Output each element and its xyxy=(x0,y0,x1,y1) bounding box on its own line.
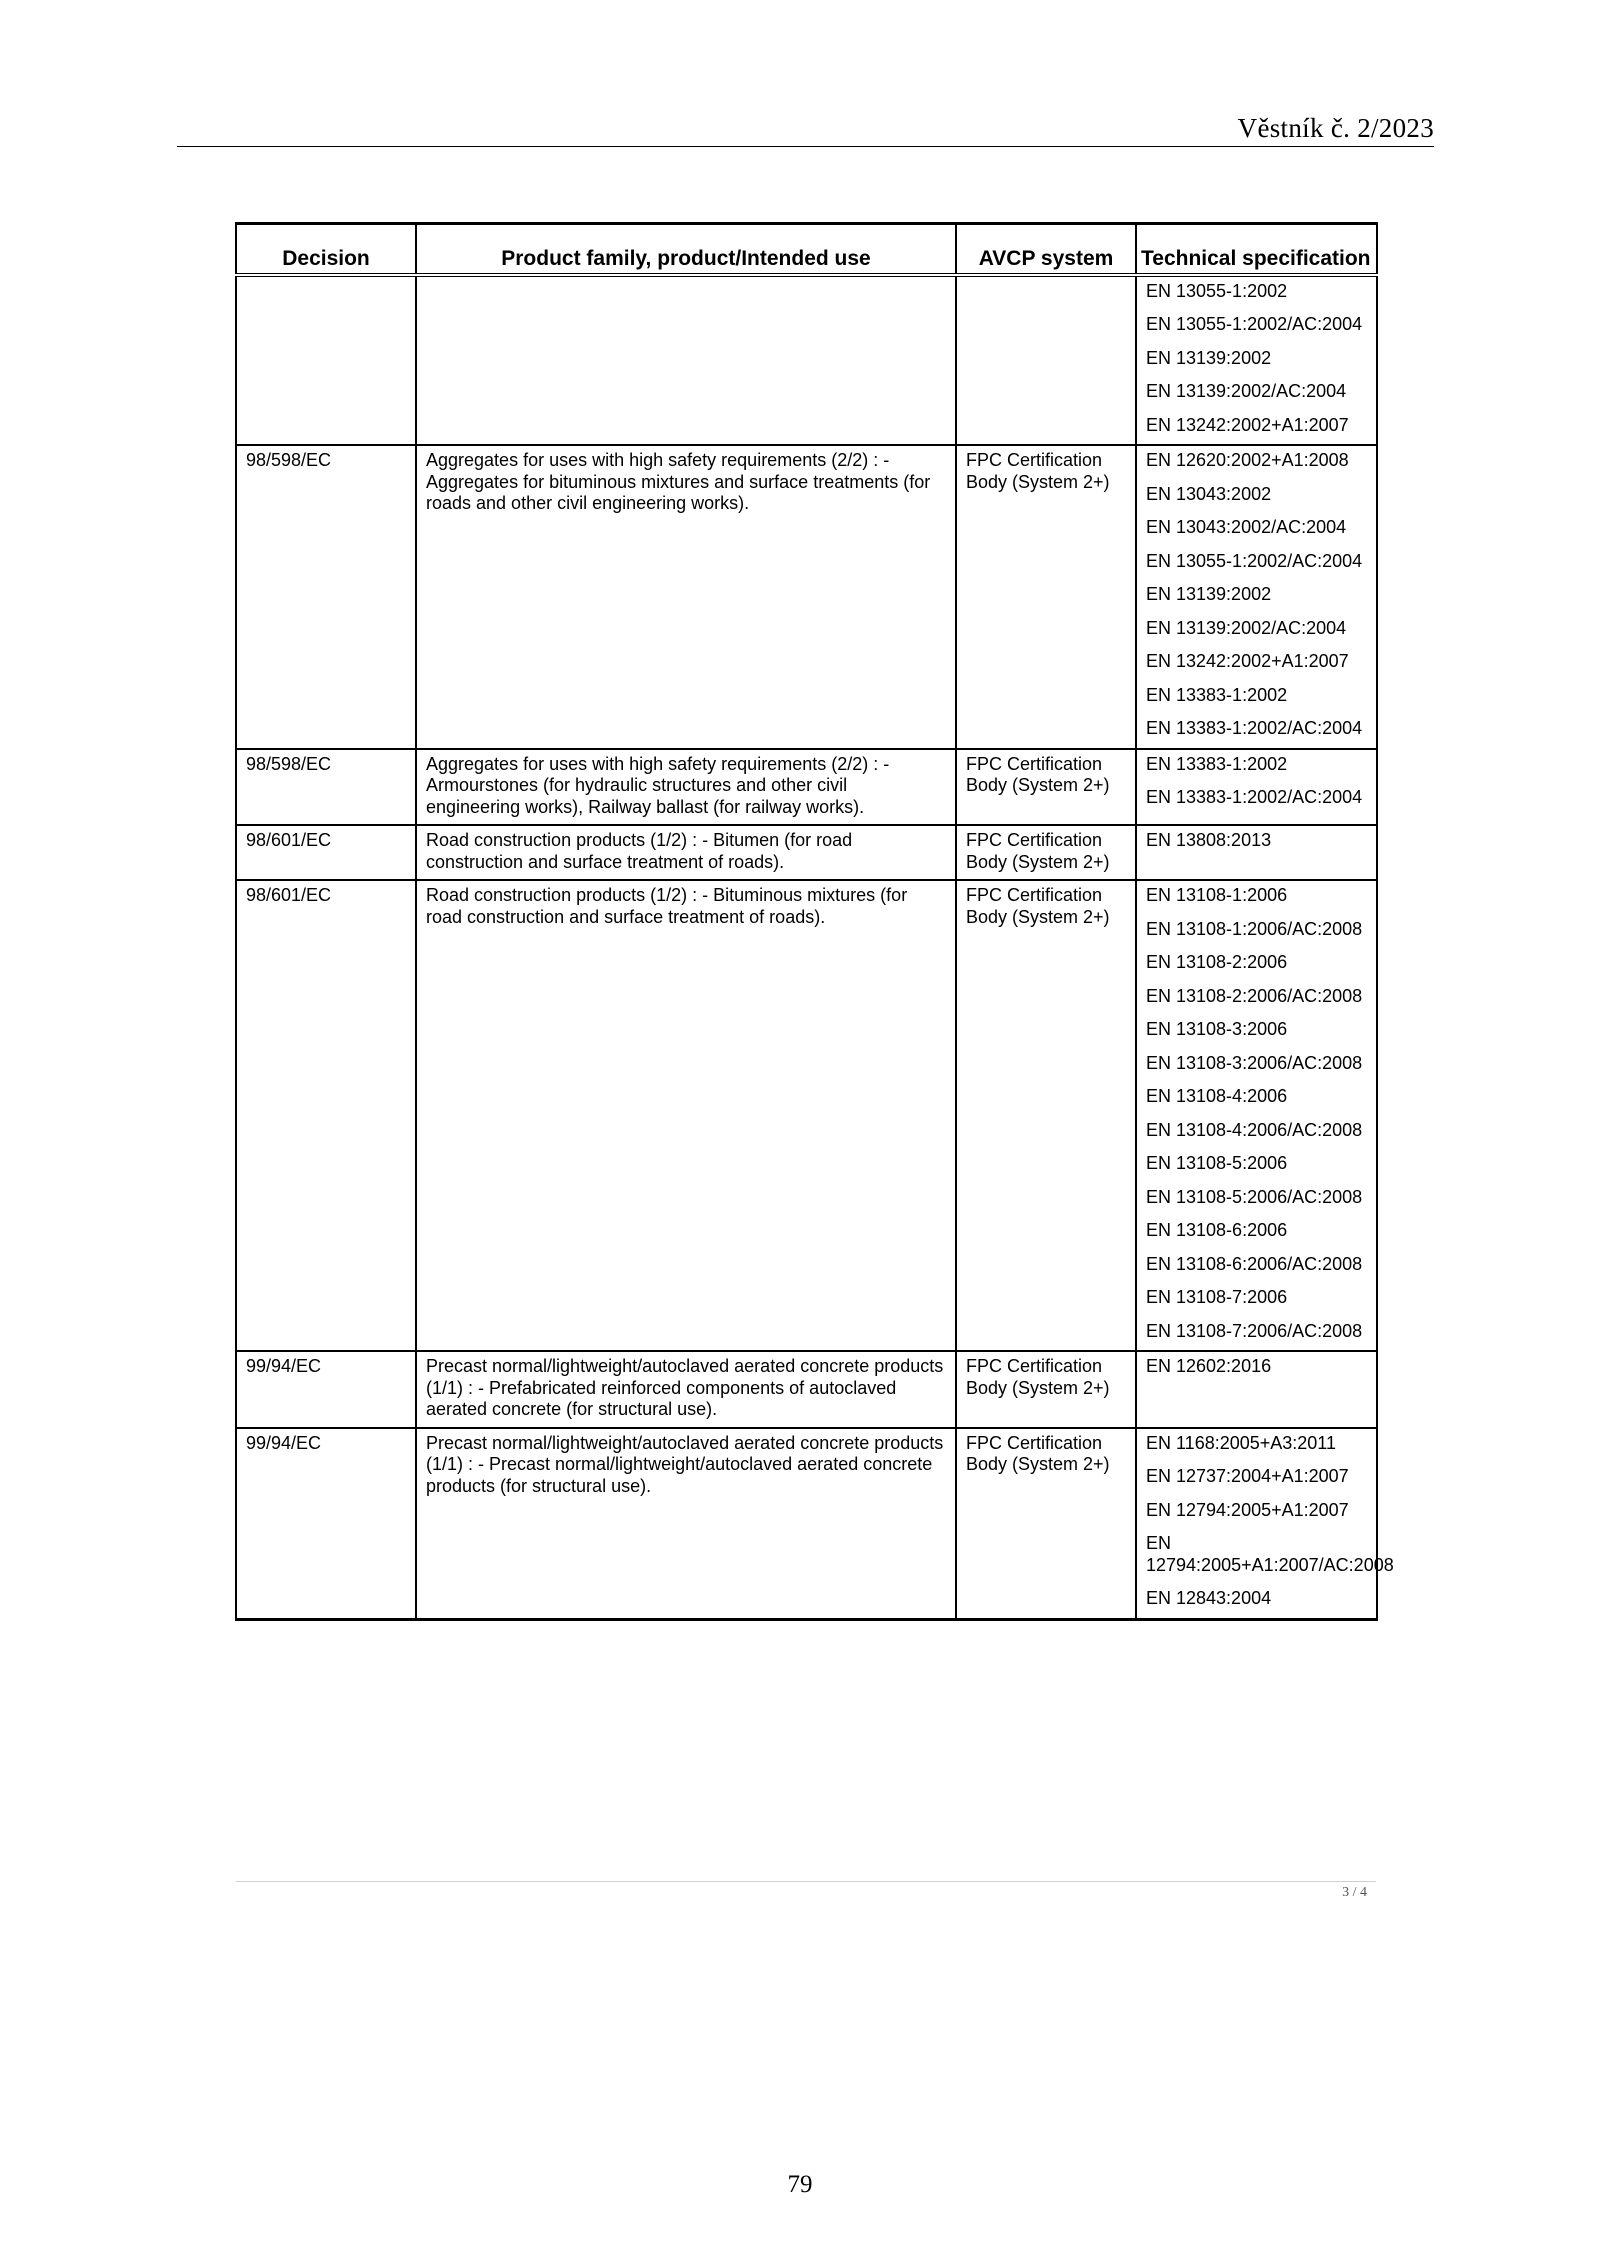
decision-cell-text: 99/94/EC xyxy=(246,1432,322,1453)
avcp-cell xyxy=(956,1428,1136,1620)
specification-item: EN 13108-3:2006 xyxy=(1146,1019,1288,1039)
avcp-cell xyxy=(956,749,1136,826)
specification-item: EN 12602:2016 xyxy=(1146,1356,1272,1376)
specification-item: EN 13139:2002/AC:2004 xyxy=(1146,381,1347,401)
specification-item: EN 13242:2002+A1:2007 xyxy=(1146,414,1349,435)
product-cell-text xyxy=(417,277,955,287)
avcp-cell-text: FPC Certification Body (System 2+) xyxy=(966,753,1110,795)
technical-specification-cell xyxy=(1136,275,1377,446)
specification-item: EN 13108-5:2006/AC:2008 xyxy=(1146,1186,1363,1207)
specification-item: EN 13383-1:2002/AC:2004 xyxy=(1146,787,1363,807)
technical-specification-cell xyxy=(1136,1428,1394,1620)
product-cell-text: Precast normal/lightweight/autoclaved aerated concrete products (1/1) : - Precast normal/lightweight/autoclaved aerated concrete products (for structural use). xyxy=(426,1432,944,1496)
decision-cell-text: 99/94/EC xyxy=(246,1356,322,1376)
specification-item: EN 13139:2002 xyxy=(1146,347,1272,368)
specification-item: EN 12737:2004+A1:2007 xyxy=(1146,1466,1349,1486)
table-row xyxy=(236,445,1377,749)
specification-list xyxy=(1137,446,1376,748)
product-cell xyxy=(416,1351,956,1428)
product-cell-text: Precast normal/lightweight/autoclaved aerated concrete products (1/1) : - Prefabricated reinforced components of autoclaved aerated concrete (for structural use). xyxy=(426,1356,944,1419)
product-cell-text: Aggregates for uses with high safety requirements (2/2) : - Aggregates for bituminous mixtures and surface treatments (for roads and other civil engineering works). xyxy=(426,450,931,513)
specification-item: EN 13808:2013 xyxy=(1146,830,1272,850)
avcp-cell-text: FPC Certification Body (System 2+) xyxy=(966,450,1110,492)
decision-cell-text: 98/601/EC xyxy=(246,885,332,905)
specification-item: EN 12794:2005+A1:2007 xyxy=(1146,1499,1349,1520)
product-cell xyxy=(416,1428,956,1620)
specification-item: EN 13108-7:2006/AC:2008 xyxy=(1146,1320,1363,1341)
product-cell xyxy=(416,445,956,749)
decision-cell xyxy=(236,825,416,880)
table-row xyxy=(236,825,1377,880)
column-header-technical-specification: Technical specification xyxy=(1136,224,1377,275)
decision-cell-text: 98/601/EC xyxy=(246,830,332,850)
specification-item: EN 13108-6:2006 xyxy=(1146,1220,1288,1240)
product-cell-text: Road construction products (1/2) : - Bituminous mixtures (for road construction and surface treatment of roads). xyxy=(426,885,908,927)
specification-item: EN 12843:2004 xyxy=(1146,1588,1272,1608)
footer-divider xyxy=(236,1881,1376,1882)
specification-item: EN 13383-1:2002/AC:2004 xyxy=(1146,718,1363,738)
table-header-row xyxy=(236,224,1377,275)
decision-cell xyxy=(236,880,416,1351)
product-cell-text: Aggregates for uses with high safety requirements (2/2) : - Armourstones (for hydraulic structures and other civil engineering works), Railway ballast (for railway works). xyxy=(426,753,890,817)
avcp-cell-text xyxy=(957,277,1135,287)
product-cell xyxy=(416,880,956,1351)
page-count: 3 / 4 xyxy=(1342,1885,1367,1900)
header-divider xyxy=(177,146,1434,147)
specification-item: EN 13242:2002+A1:2007 xyxy=(1146,651,1349,671)
technical-specification-cell xyxy=(1136,445,1377,749)
specification-list xyxy=(1137,277,1376,445)
technical-specification-cell xyxy=(1136,1351,1377,1428)
decision-cell-text xyxy=(237,277,415,287)
specification-item: EN 1168:2005+A3:2011 xyxy=(1146,1432,1336,1453)
avcp-cell xyxy=(956,825,1136,880)
page-number: 79 xyxy=(787,2171,813,2198)
decision-cell xyxy=(236,1351,416,1428)
product-cell xyxy=(416,825,956,880)
specification-item: EN 13108-3:2006/AC:2008 xyxy=(1146,1052,1363,1073)
avcp-cell xyxy=(956,275,1136,446)
specification-list xyxy=(1137,750,1376,817)
product-cell xyxy=(416,275,956,446)
specification-item: EN 13055-1:2002/AC:2004 xyxy=(1146,550,1363,571)
technical-specification-cell xyxy=(1136,825,1377,880)
page-header-title: Věstník č. 2/2023 xyxy=(1237,113,1434,143)
specification-item: EN 13108-7:2006 xyxy=(1146,1287,1288,1307)
avcp-cell xyxy=(956,880,1136,1351)
column-header-product: Product family, product/Intended use xyxy=(416,224,956,275)
specification-list xyxy=(1137,826,1376,860)
specification-item: EN 13055-1:2002 xyxy=(1146,280,1288,301)
decision-cell xyxy=(236,1428,416,1620)
specification-list xyxy=(1137,1352,1376,1386)
product-cell-text: Road construction products (1/2) : - Bitumen (for road construction and surface treatment of roads). xyxy=(426,830,853,872)
decision-cell-text: 98/598/EC xyxy=(246,450,332,470)
column-header-decision: Decision xyxy=(236,224,416,275)
specification-item: EN 13108-4:2006/AC:2008 xyxy=(1146,1119,1363,1140)
specification-item: EN 13383-1:2002 xyxy=(1146,753,1288,774)
specification-item: EN 13108-5:2006 xyxy=(1146,1153,1288,1173)
table-row xyxy=(236,275,1377,446)
specification-item: EN 13139:2002 xyxy=(1146,584,1272,604)
specification-item: EN 12794:2005+A1:2007/AC:2008 xyxy=(1146,1533,1394,1575)
specification-item: EN 13108-2:2006/AC:2008 xyxy=(1146,985,1363,1006)
specification-item: EN 12620:2002+A1:2008 xyxy=(1146,450,1349,470)
specification-item: EN 13043:2002 xyxy=(1146,483,1272,504)
technical-specification-cell xyxy=(1136,880,1377,1351)
avcp-cell-text: FPC Certification Body (System 2+) xyxy=(966,885,1110,927)
avcp-cell xyxy=(956,445,1136,749)
column-header-avcp: AVCP system xyxy=(956,224,1136,275)
specification-item: EN 13108-2:2006 xyxy=(1146,952,1288,972)
table-row xyxy=(236,880,1377,1351)
specification-item: EN 13108-6:2006/AC:2008 xyxy=(1146,1253,1363,1274)
decision-cell-text: 98/598/EC xyxy=(246,753,332,774)
avcp-cell-text: FPC Certification Body (System 2+) xyxy=(966,1356,1110,1398)
table-row xyxy=(236,749,1377,826)
decision-cell xyxy=(236,445,416,749)
specification-item: EN 13043:2002/AC:2004 xyxy=(1146,517,1347,537)
table-row xyxy=(236,1351,1377,1428)
specification-item: EN 13383-1:2002 xyxy=(1146,684,1288,705)
technical-specification-cell xyxy=(1136,749,1377,826)
avcp-cell-text: FPC Certification Body (System 2+) xyxy=(966,1432,1110,1474)
specification-item: EN 13108-4:2006 xyxy=(1146,1086,1288,1106)
avcp-cell xyxy=(956,1351,1136,1428)
specification-table xyxy=(235,222,1394,1621)
avcp-cell-text: FPC Certification Body (System 2+) xyxy=(966,830,1110,872)
table-row xyxy=(236,1428,1377,1620)
product-cell xyxy=(416,749,956,826)
specification-item: EN 13108-1:2006 xyxy=(1146,885,1288,905)
specification-item: EN 13055-1:2002/AC:2004 xyxy=(1146,314,1363,334)
decision-cell xyxy=(236,749,416,826)
decision-cell xyxy=(236,275,416,446)
specification-list xyxy=(1137,1429,1394,1618)
specification-item: EN 13108-1:2006/AC:2008 xyxy=(1146,918,1363,939)
specification-item: EN 13139:2002/AC:2004 xyxy=(1146,617,1347,638)
specification-list xyxy=(1137,881,1376,1350)
